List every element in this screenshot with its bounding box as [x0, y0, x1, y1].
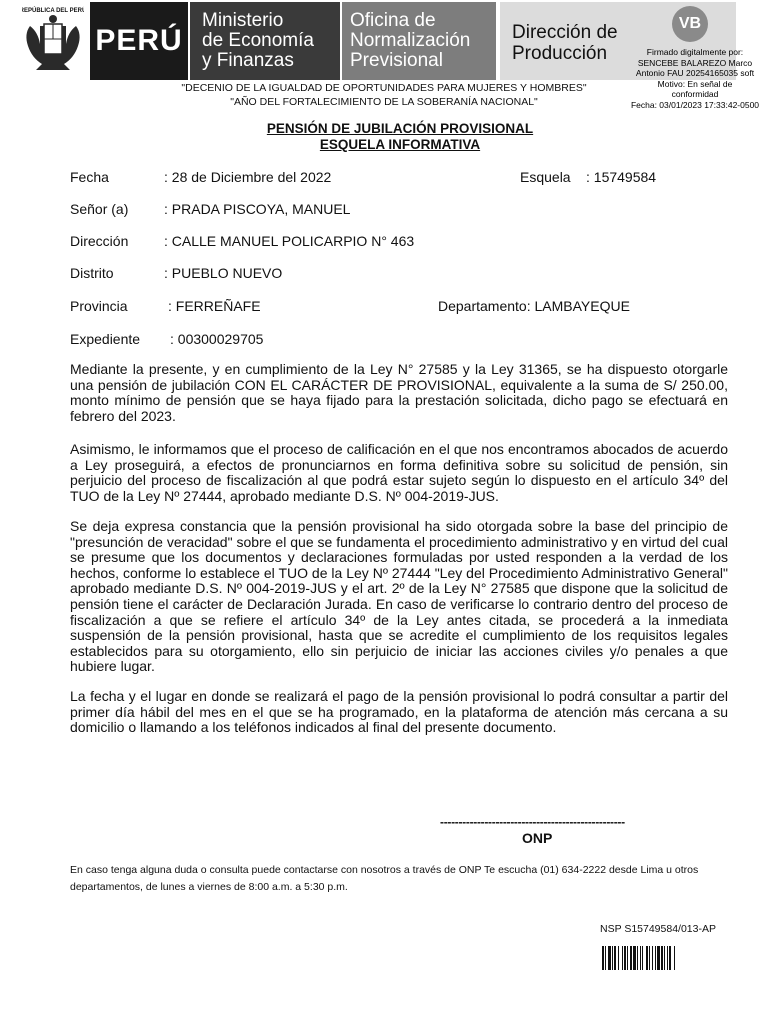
peru-logo-block: [90, 2, 188, 80]
expediente-label: Expediente: [70, 331, 141, 347]
signer-name: ONP: [522, 830, 553, 846]
document-title: PENSIÓN DE JUBILACIÓN PROVISIONAL: [266, 121, 534, 136]
decenio-slogan: "DECENIO DE LA IGUALDAD DE OPORTUNIDADES PARA MUJERES Y HOMBRES": [181, 82, 587, 94]
vb-text: VB: [678, 15, 702, 32]
onp-line: Oficina de: [350, 10, 436, 31]
distrito-value: : PUEBLO NUEVO: [164, 265, 283, 281]
footer-contact-line: En caso tenga alguna duda o consulta puede contactarse con nosotros a través de ONP Te escucha (01) 634-2222 desde Lima u otros: [70, 864, 699, 876]
signature-line: Motivo: En señal de: [657, 78, 733, 89]
esquela-value: : 15749584: [586, 169, 657, 185]
signature-line: conformidad: [671, 89, 719, 99]
onp-line: Normalización: [350, 30, 471, 51]
paragraph: Asimismo, le informamos que el proceso de calificación en el que nos encontramos abocados de acuerdo a Ley proseguirá, a efectos de pronunciarnos en forma definitiva sobre su solicitud de pensión, sin perjuicio del proceso de fiscalización al que podrá estar sujeto según lo dispuesto en el artículo 34º del TUO de la Ley Nº 27444, aprobado mediante D.S. Nº 004-2019-JUS.: [70, 441, 728, 504]
signature-line: SENCEBE BALAREZO Marco: [637, 57, 753, 68]
signature-dash-line: --------------------------------------------------: [440, 815, 625, 829]
paragraph: Se deja expresa constancia que la pensión provisional ha sido otorgada sobre la base del principio de "presunción de veracidad" sobre el que se fundamenta el procedimiento administrativo y en virtud del cual se presume que los documentos y declaraciones formuladas por usted responden a la verdad de los hechos, conforme lo establece el TUO de la Ley Nº 27444 "Ley del Procedimiento Administrativo General" aprobado mediante D.S. Nº 004-2019-JUS y el art. 2º de la Ley N° 27585 que dispone que la solicitud de pensión tiene el carácter de Declaración Jurada. En caso de verificarse lo contrario dentro del proceso de fiscalización a que se refiere el artículo 34º de la Ley antes citada, se procederá a la inmediata suspensión de la pensión provisional, hasta que se acredite el cumplimiento de los requisitos legales establecidos para su otorgamiento, ello sin perjuicio de iniciar las acciones civiles y/o penales a que hubiere lugar.: [70, 518, 728, 675]
shield-caption: REPÚBLICA DEL PERÚ: [22, 8, 84, 14]
national-shield-logo: [22, 4, 84, 76]
paragraph: Mediante la presente, y en cumplimiento de la Ley N° 27585 y la Ley 31365, se ha dispuesto otorgarle una pensión de jubilación CON EL CARÁCTER DE PROVISIONAL, equivalente a la suma de S/ 250.00, monto mínimo de pensión que se haya fijado para la prestación solicitada, dicho pago se efectuará en febrero del 2023.: [70, 361, 728, 424]
footer-contact-line: departamentos, de lunes a viernes de 8:00 a.m. a 5:30 p.m.: [70, 881, 348, 893]
esquela-label: Esquela: [520, 169, 571, 185]
direccion-label: Dirección: [70, 233, 129, 249]
provincia-label: Provincia: [70, 298, 128, 314]
distrito-label: Distrito: [70, 265, 114, 281]
fecha-value: : 28 de Diciembre del 2022: [164, 169, 332, 185]
signature-line: Antonio FAU 20254165035 soft: [635, 68, 755, 78]
fecha-label: Fecha: [70, 169, 109, 185]
mef-line: de Economía: [202, 30, 314, 51]
mef-line: y Finanzas: [202, 50, 294, 71]
provincia-value: : FERREÑAFE: [168, 298, 261, 314]
direccion-value: : CALLE MANUEL POLICARPIO N° 463: [164, 233, 415, 249]
direccion-line: Dirección de: [512, 22, 618, 43]
signature-line: Firmado digitalmente por:: [646, 47, 744, 57]
onp-logo-block: [342, 2, 496, 80]
anio-slogan: "AÑO DEL FORTALECIMIENTO DE LA SOBERANÍA NACIONAL": [230, 96, 538, 108]
signature-line: Fecha: 03/01/2023 17:33:42-0500: [630, 99, 760, 110]
vb-stamp: [672, 6, 708, 42]
direccion-line: Producción: [512, 43, 608, 64]
document-code: NSP S15749584/013-AP: [600, 923, 716, 935]
senor-label: Señor (a): [70, 201, 129, 217]
senor-value: : PRADA PISCOYA, MANUEL: [164, 201, 351, 217]
expediente-value: : 00300029705: [170, 331, 264, 347]
document-subtitle: ESQUELA INFORMATIVA: [319, 137, 481, 152]
paragraph: La fecha y el lugar en donde se realizará el pago de la pensión provisional lo podrá consultar a partir del primer día hábil del mes en el que se ha programado, en la plataforma de atención más cercana a su domicilio o llamando a los teléfonos indicados al final del presente documento.: [70, 688, 728, 736]
mef-logo-block: [190, 2, 340, 80]
barcode: [602, 946, 716, 970]
mef-line: Ministerio: [202, 10, 284, 31]
onp-line: Previsional: [350, 50, 443, 71]
departamento-field: Departamento: LAMBAYEQUE: [438, 298, 630, 314]
peru-text: PERÚ: [95, 24, 183, 57]
